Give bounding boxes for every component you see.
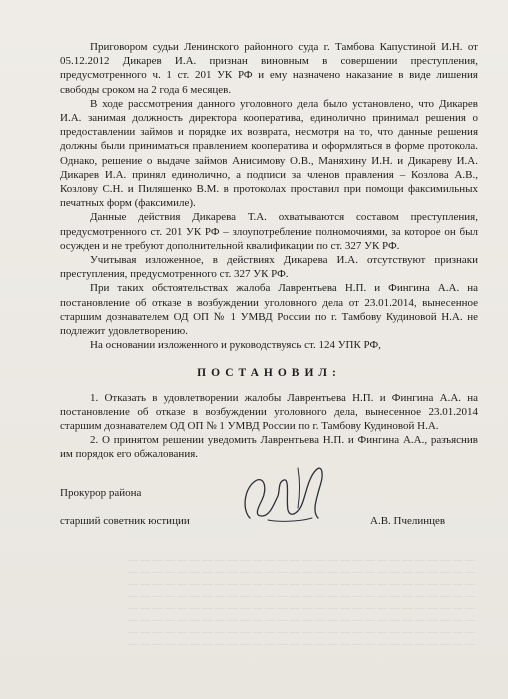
paragraph-basis: На основании изложенного и руководствуясь ст. 124 УПК РФ, — [90, 339, 381, 352]
signatory-title: Прокурор района — [60, 487, 142, 499]
resolution-item-1: 1. Отказать в удовлетворении жалобы Лаврентьева Н.П. и Фингина А.А. на постановление об отказе в возбуждении уголовного дела, вынесенное 23.01.2014 старшим дознавателем ОД ОП № 1 УМВД России по г. Тамбову Кудиновой Н.А. — [60, 391, 478, 433]
resolution-heading: ПОСТАНОВИЛ: — [197, 367, 341, 380]
signatory-rank: старший советник юстиции — [60, 515, 190, 527]
signatory-name: А.В. Пчелинцев — [370, 515, 446, 527]
handwritten-signature — [228, 460, 338, 530]
paragraph-qualification: Данные действия Дикарева Т.А. охватываются составом преступления, предусмотренного ст. 201 УК РФ – злоупотребление полномочиями, за которое он был осужден и не требуют дополнительной квалификации по ст. 327 УК РФ. — [60, 211, 478, 252]
paragraph-complaint: При таких обстоятельствах жалоба Лаврентьева Н.П. и Фингина А.А. на постановление об отказе в возбуждении уголовного дела от 23.01.2014, вынесенное старшим дознавателем ОД ОП № 1 УМВД России по г. Тамбову Кудиновой Н.А. не подлежит удовлетворению. — [60, 282, 478, 338]
reverse-side-bleedthrough: — — — — — — — — — — — — — — — — — — — — — — — — — — — — — — — — — — — — — — — — — — — — — — — — — — — — — — — — — — — — — — — — — — — — — — — — — — — — — — — — — — — — — — — — — — — — — — — — — — — — — — — — — — — — — — — — — — — — — — — — — — — — — — — — — — — — — — — — — — — — — — — — — — — — — — — — — — — — — — — — — — — — — — — — — — — — — — — — — — — — — — — — — — — — — — — — — — — — — — — — — — — — — — — — — — — — — — — — — — — — — — — — — [127, 555, 475, 650]
paragraph-conclusion: Учитывая изложенное, в действиях Дикарева И.А. отсутствуют признаки преступления, предусмотренного ст. 327 УК РФ. — [60, 254, 478, 281]
document-body — [60, 40, 478, 462]
paragraph-investigation: В ходе рассмотрения данного уголовного дела было установлено, что Дикарев И.А. занимая должность директора кооператива, единолично принимал решения о предоставлении займов и порядке их возврата, несмотря на то, что данные решения должны были приниматься правлением кооператива и оформляться в форме протокола. Однако, решение о выдаче займов Анисимову О.В., Маняхину И.Н. и Дикареву И.А. Дикарев И.А. принял единолично, а подписи за членов правления – Козлова А.В., Козлову С.Н. и Пиляшенко В.М. в протоколах проставил при помощи факсимильных печатных форм (факсимиле). — [60, 97, 478, 210]
resolution-item-2: 2. О принятом решении уведомить Лаврентьева Н.П. и Фингина А.А., разъяснив им порядок его обжалования. — [60, 434, 478, 461]
paragraph-verdict: Приговором судьи Ленинского районного суда г. Тамбова Капустиной И.Н. от 05.12.2012 Дикарев И.А. признан виновным в совершении преступления, предусмотренного ч. 1 ст. 201 УК РФ и ему назначено наказание в виде лишения свободы сроком на 2 года 6 месяцев. — [60, 41, 478, 96]
